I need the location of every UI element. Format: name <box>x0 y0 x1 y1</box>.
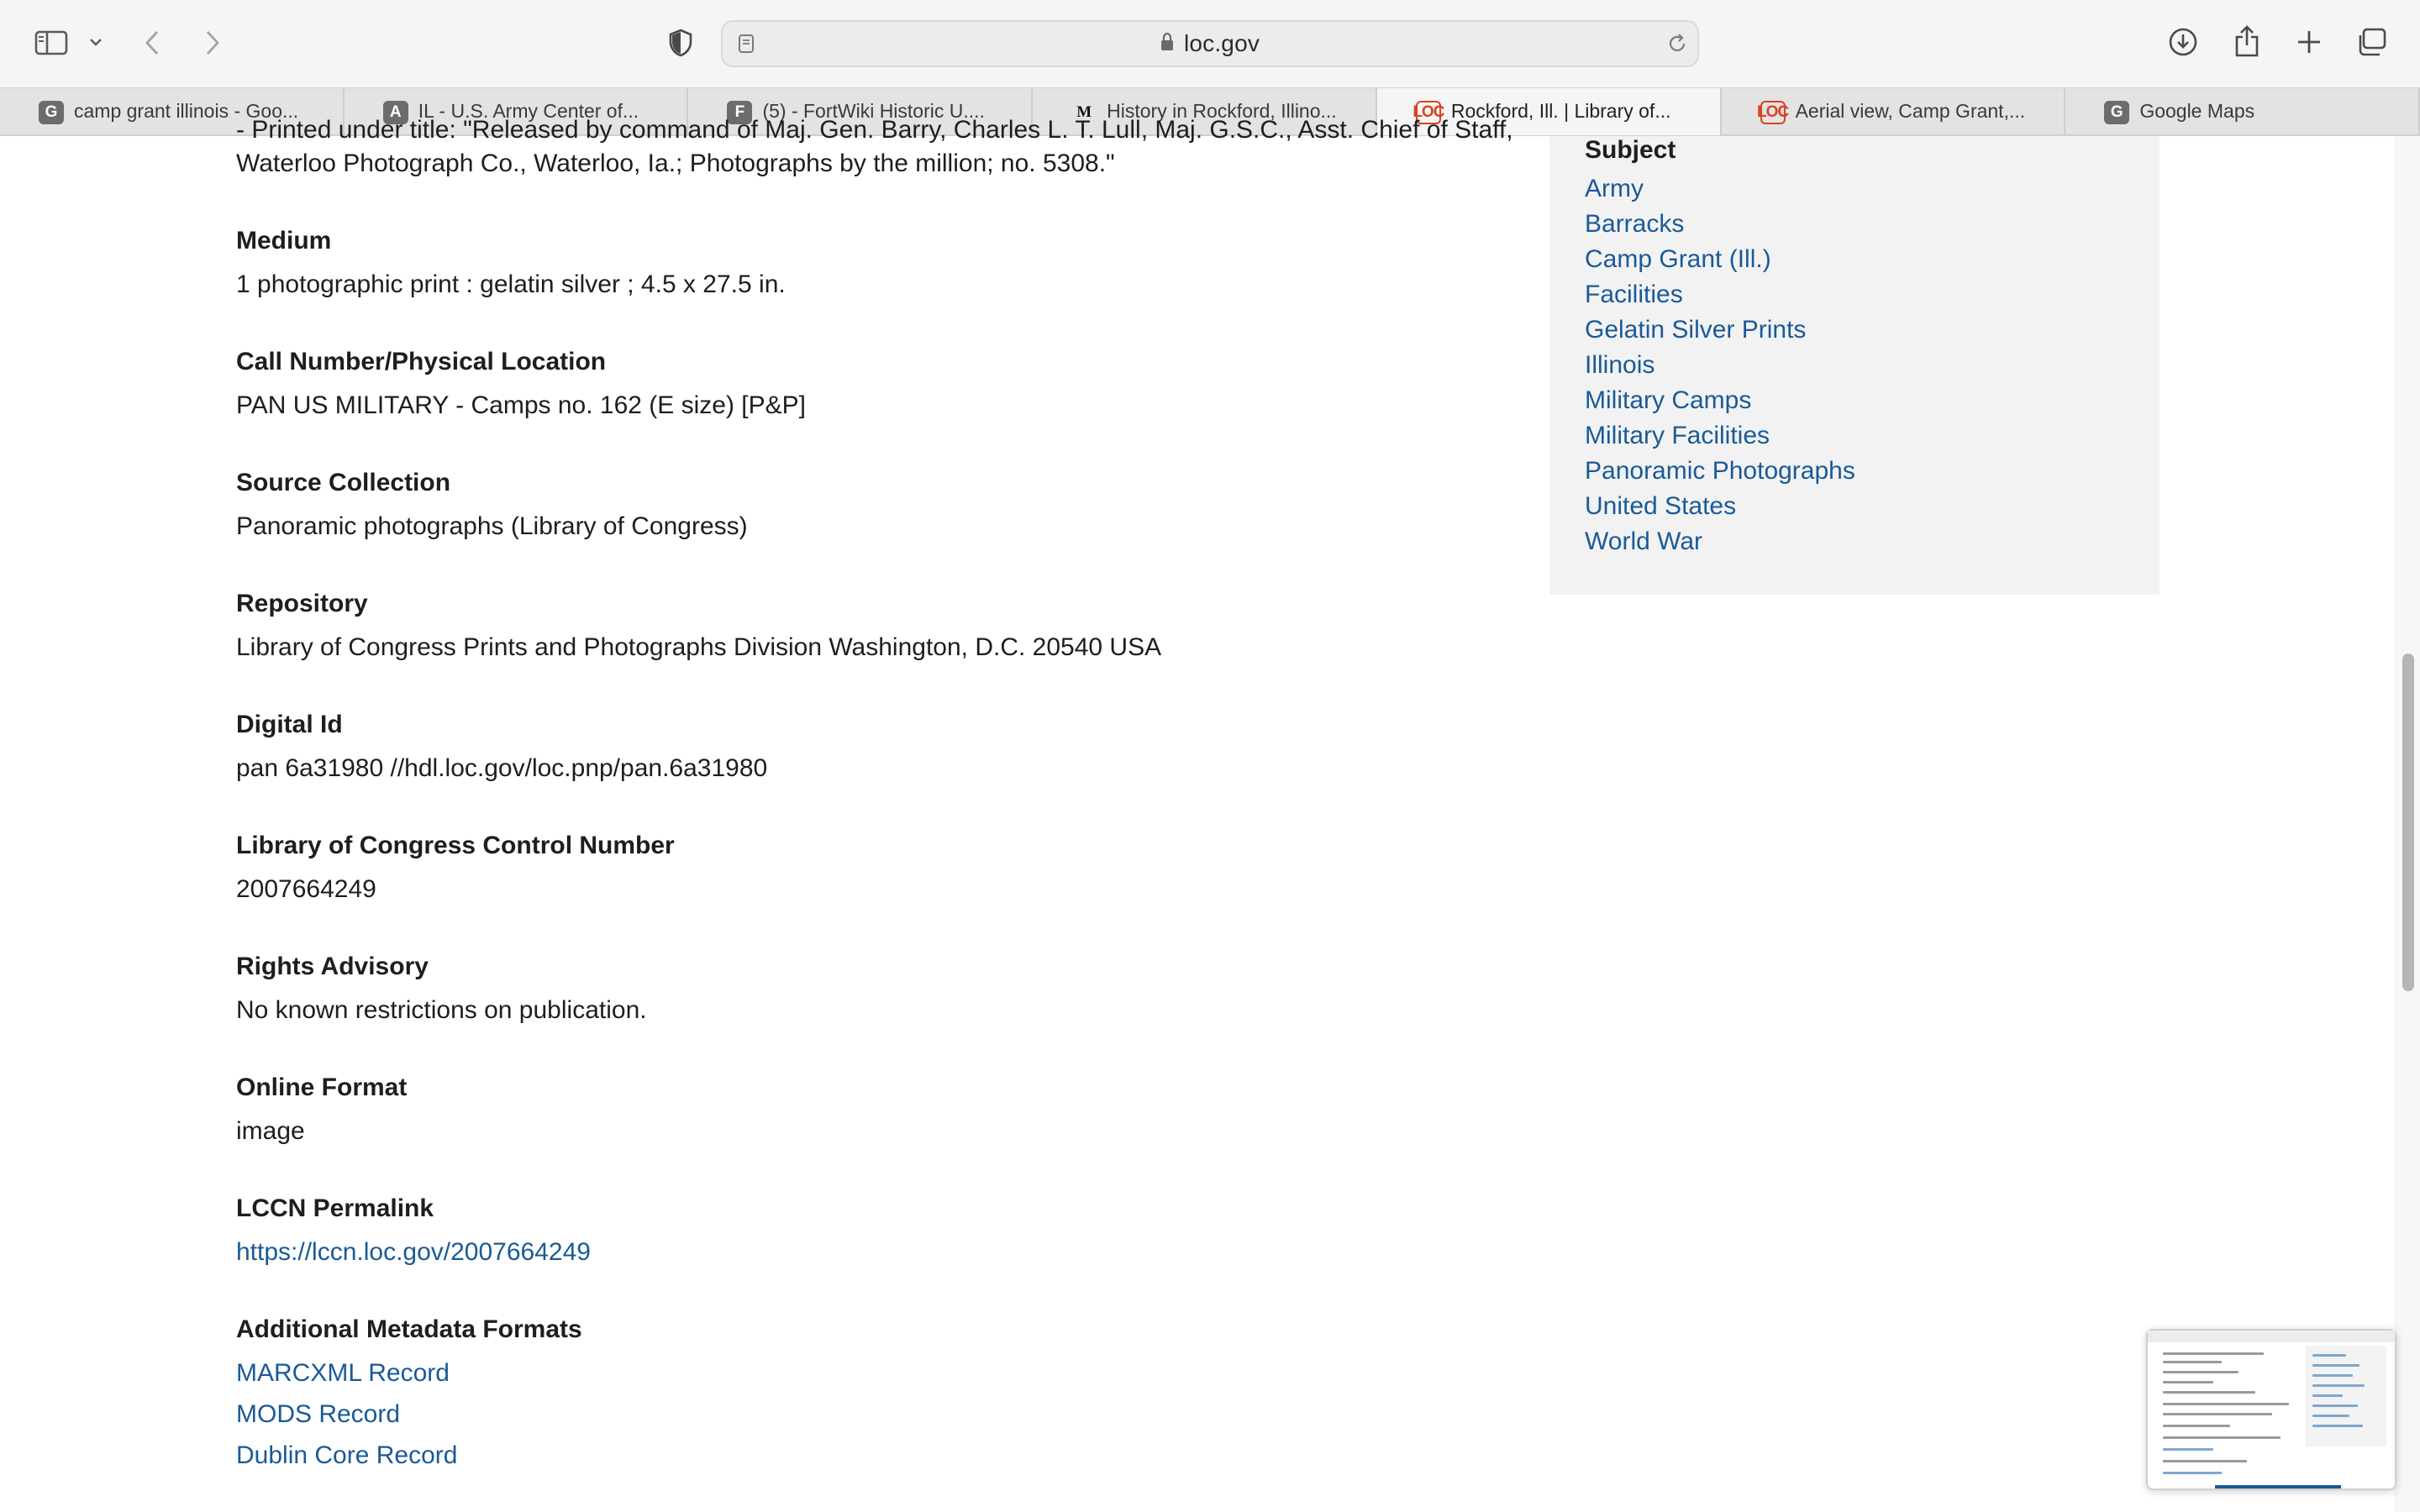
field-label-online-format: Online Format <box>236 1074 408 1101</box>
tab-label: camp grant illinois - Goo... <box>74 100 299 122</box>
field-value-repository: Library of Congress Prints and Photographs Division Washington, D.C. 20540 USA <box>236 633 1162 661</box>
field-label-repository: Repository <box>236 590 368 617</box>
url-text: loc.gov <box>1183 30 1260 56</box>
thumbnail-toolbar <box>2148 1331 2395 1342</box>
thumbnail-line <box>2312 1425 2363 1427</box>
field-label-permalink: LCCN Permalink <box>236 1194 434 1222</box>
subject-link-camp-grant[interactable]: Camp Grant (Ill.) <box>1585 245 1771 273</box>
address-bar[interactable] <box>721 20 1699 67</box>
thumbnail-line <box>2312 1374 2353 1377</box>
scrollbar-thumb[interactable] <box>2402 654 2414 991</box>
subject-link-illinois[interactable]: Illinois <box>1585 351 1655 379</box>
tab-label: (5) - FortWiki Historic U.... <box>762 100 985 122</box>
thumbnail-line <box>2163 1448 2213 1451</box>
thumbnail-line <box>2312 1384 2365 1387</box>
plus-icon[interactable] <box>2292 25 2326 59</box>
chevron-left-icon[interactable] <box>139 27 165 59</box>
loc-favicon-icon: LOC <box>1416 101 1441 124</box>
google-favicon-icon: G <box>2104 101 2129 124</box>
page-scrollbar[interactable] <box>2395 136 2420 1512</box>
thumbnail-line <box>2163 1391 2255 1394</box>
subject-link-army[interactable]: Army <box>1585 175 1644 202</box>
thumbnail-sidebar <box>2306 1346 2386 1446</box>
subject-link-facilities[interactable]: Facilities <box>1585 281 1683 308</box>
thumbnail-line <box>2163 1352 2264 1355</box>
permalink-link[interactable]: https://lccn.loc.gov/2007664249 <box>236 1238 591 1266</box>
page-content <box>0 116 2420 1512</box>
field-label-source-collection: Source Collection <box>236 469 451 496</box>
sidebar-icon[interactable] <box>32 27 71 59</box>
tab-label: Aerial view, Camp Grant,... <box>1795 100 2026 122</box>
field-value-online-format: image <box>236 1117 305 1145</box>
subject-link-world-war[interactable]: World War <box>1585 528 1703 555</box>
lock-icon <box>1160 30 1174 57</box>
loc-favicon-icon: LOC <box>1760 101 1786 124</box>
site-favicon-icon: A <box>383 101 408 124</box>
thumbnail-line <box>2163 1361 2222 1363</box>
dublin-core-link[interactable]: Dublin Core Record <box>236 1441 458 1469</box>
subject-link-barracks[interactable]: Barracks <box>1585 210 1685 238</box>
thumbnail-line <box>2163 1460 2247 1462</box>
thumbnail-line <box>2312 1404 2358 1407</box>
field-value-call-number: PAN US MILITARY - Camps no. 162 (E size) [P&P] <box>236 391 807 419</box>
thumbnail-line <box>2312 1394 2343 1397</box>
thumbnail-line <box>2163 1436 2281 1439</box>
subject-link-military-camps[interactable]: Military Camps <box>1585 386 1752 414</box>
browser-tab[interactable] <box>2065 88 2420 135</box>
subject-sidebar <box>1549 136 2160 595</box>
field-label-lccn: Library of Congress Control Number <box>236 832 675 859</box>
thumbnail-line <box>2163 1403 2289 1405</box>
shield-icon[interactable] <box>666 27 696 59</box>
field-label-call-number: Call Number/Physical Location <box>236 348 607 375</box>
tab-label: Rockford, Ill. | Library of... <box>1450 100 1671 122</box>
chevron-right-icon[interactable] <box>200 27 225 59</box>
browser-tab[interactable] <box>1722 88 2066 135</box>
tabs-overview-icon[interactable] <box>2354 25 2388 59</box>
site-favicon-icon: F <box>727 101 752 124</box>
thumbnail-line <box>2163 1381 2213 1383</box>
reload-icon[interactable] <box>1665 32 1689 55</box>
marcxml-link[interactable]: MARCXML Record <box>236 1359 450 1387</box>
subject-link-gelatin-silver-prints[interactable]: Gelatin Silver Prints <box>1585 316 1807 344</box>
thumbnail-line <box>2312 1415 2349 1417</box>
tab-label: Google Maps <box>2139 100 2255 122</box>
subject-link-panoramic-photographs[interactable]: Panoramic Photographs <box>1585 457 1855 485</box>
tab-label: IL - U.S. Army Center of... <box>418 100 639 122</box>
thumbnail-line <box>2163 1472 2222 1474</box>
browser-toolbar <box>0 0 2420 87</box>
thumbnail-line <box>2163 1413 2272 1415</box>
download-icon[interactable] <box>2166 25 2200 59</box>
page-thumbnail-preview[interactable] <box>2146 1329 2396 1490</box>
field-value-rights-advisory: No known restrictions on publication. <box>236 996 647 1024</box>
google-favicon-icon: G <box>39 101 64 124</box>
field-value-medium: 1 photographic print : gelatin silver ; 4.5 x 27.5 in. <box>236 270 786 298</box>
subject-link-military-facilities[interactable]: Military Facilities <box>1585 422 1770 449</box>
tab-label: History in Rockford, Illino... <box>1107 100 1337 122</box>
field-label-digital-id: Digital Id <box>236 711 343 738</box>
notes-text: Waterloo Photograph Co., Waterloo, Ia.; Photographs by the million; no. 5308." <box>236 150 1115 177</box>
chevron-down-icon[interactable] <box>86 32 106 52</box>
url-display[interactable] <box>723 22 1697 66</box>
field-label-medium: Medium <box>236 227 332 255</box>
subject-heading: Subject <box>1585 136 1676 164</box>
thumbnail-line <box>2312 1364 2360 1367</box>
notes-text: - Printed under title: "Released by command of Maj. Gen. Barry, Charles L. T. Lull, Maj. G.S.C., Asst. Chief of Staff, <box>236 116 1513 144</box>
thumbnail-line <box>2312 1354 2346 1357</box>
subject-link-united-states[interactable]: United States <box>1585 492 1737 520</box>
field-value-digital-id: pan 6a31980 //hdl.loc.gov/loc.pnp/pan.6a31980 <box>236 754 768 782</box>
site-favicon-icon: M <box>1076 103 1092 121</box>
field-value-lccn: 2007664249 <box>236 875 376 903</box>
mods-link[interactable]: MODS Record <box>236 1400 401 1428</box>
thumbnail-line <box>2163 1425 2230 1427</box>
field-label-metadata-formats: Additional Metadata Formats <box>236 1315 582 1343</box>
thumbnail-accent <box>2215 1485 2341 1488</box>
field-value-source-collection: Panoramic photographs (Library of Congress) <box>236 512 748 540</box>
field-label-rights-advisory: Rights Advisory <box>236 953 429 980</box>
thumbnail-line <box>2163 1371 2238 1373</box>
share-icon[interactable] <box>2230 24 2264 59</box>
